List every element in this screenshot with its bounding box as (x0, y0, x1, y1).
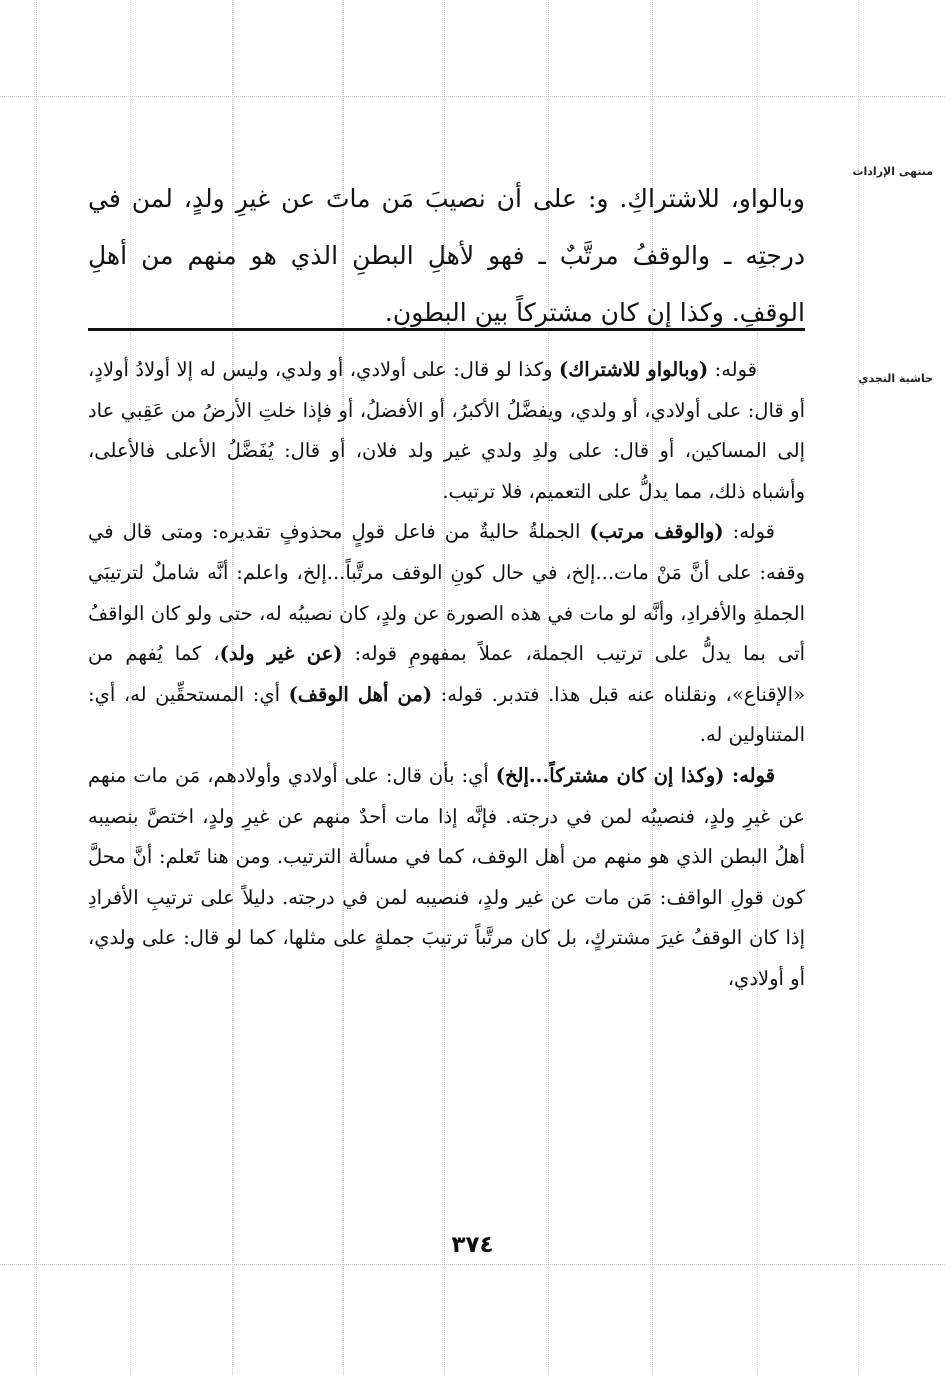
scan-guide-line (0, 1264, 945, 1265)
quoted-heading: (وكذا إن كان مشتركاً...إلخ) (495, 763, 725, 787)
quoted-heading: (وبالواو للاشتراك) (558, 358, 709, 381)
scan-guide-line (858, 0, 859, 1375)
matn-paragraph: وبالواو، للاشتراكِ. و: على أن نصيبَ مَن ماتَ عن غيرِ ولدٍ، لمن في درجتِه ـ والوقفُ مرتَّبٌ ـ فهو لأهلِ البطنِ الذي هو منهم من أهلِ الوقفِ. وكذا إن كان مشتركاً بين البطونِ. (88, 184, 805, 327)
hashiya-text-block (88, 350, 805, 1000)
paragraph-body: أي: بأن قال: على أولادي وأولادهم، مَن مات منهم عن غيرِ ولدٍ، فنصيبُه لمن في درجته. فإنَّه إذا مات أحدٌ منهم عن غيرِ ولدٍ، اختصَّ بنصيبه أهلُ البطن الذي هو منهم من أهل الوقف، كما في مسألة الترتيب. ومن هنا تَعلم: أنَّ محلَّ كون قولِ الواقف: مَن مات عن غير ولدٍ، فنصيبه لمن في درجته. دليلاً على ترتيبِ الأفرادِ إذا كان الوقفُ غيرَ مشتركٍ، بل كان مرتَّباً ترتيبَ جملةٍ على مثلها، كما لو قال: على ولدي، أو أولادي، (88, 763, 805, 990)
quoted-heading: قوله: (724, 763, 776, 787)
quoted-heading: (والوقف مرتب) (589, 520, 724, 544)
side-label-hashiya: حاشية النجدي (858, 372, 933, 385)
matn-text-block (88, 170, 805, 341)
paragraph-lead: قوله: (708, 358, 757, 381)
section-divider (88, 328, 805, 331)
hashiya-paragraph-3 (88, 756, 805, 1000)
scan-guide-line (36, 0, 37, 1375)
hashiya-paragraph-1 (88, 350, 805, 512)
paragraph-body: الجملةُ حاليةٌ من فاعل قولٍ محذوفٍ تقديره: ومتى قال في وقفه: على أنَّ مَنْ مات...إلخ، في حال كونِ الوقف مرتَّباً...إلخ، واعلم: أنَّه شاملٌ لترتيبَي الجملةِ والأفرادِ، وأنَّه لو مات في هذه الصورة عن ولدٍ، كان نصيبُه له، حتى ولو كان الواقفُ أتى بما يدلُّ على ترتيب الجملة، عملاً بمفهومِ قوله: (88, 520, 805, 666)
paragraph-body: وكذا لو قال: على أولادي، أو ولدي، وليس له إلا أولادُ أولادٍ، أو قال: على أولادي، أو ولدي، ويفضَّلُ الأكبرُ، أو الأفضلُ، أو فإذا خلتِ الأرضُ من عَقِبي عاد إلى المساكين، أو قال: على ولدِ ولدي غير ولد فلان، أو قال: يُفَضَّلُ الأعلى فالأعلى، وأشباه ذلك، مما يدلُّ على التعميم، فلا ترتيب. (88, 358, 805, 503)
paragraph-body: أي: المستحقِّين له، أي: المتناولين له. (88, 682, 805, 747)
paragraph-body: ، كما يُفهم من «الإقناع»، ونقلناه عنه قبل هذا. فتدبر. قوله: (88, 642, 806, 706)
page-number: ٣٧٤ (451, 1232, 494, 1258)
scan-guide-line (0, 96, 945, 97)
side-label-matn: منتهى الإرادات (852, 165, 933, 178)
paragraph-lead: قوله: (723, 520, 775, 544)
quoted-heading: (من أهل الوقف) (288, 682, 433, 706)
hashiya-paragraph-2 (88, 512, 805, 756)
quoted-heading: (عن غير ولد) (219, 642, 343, 666)
